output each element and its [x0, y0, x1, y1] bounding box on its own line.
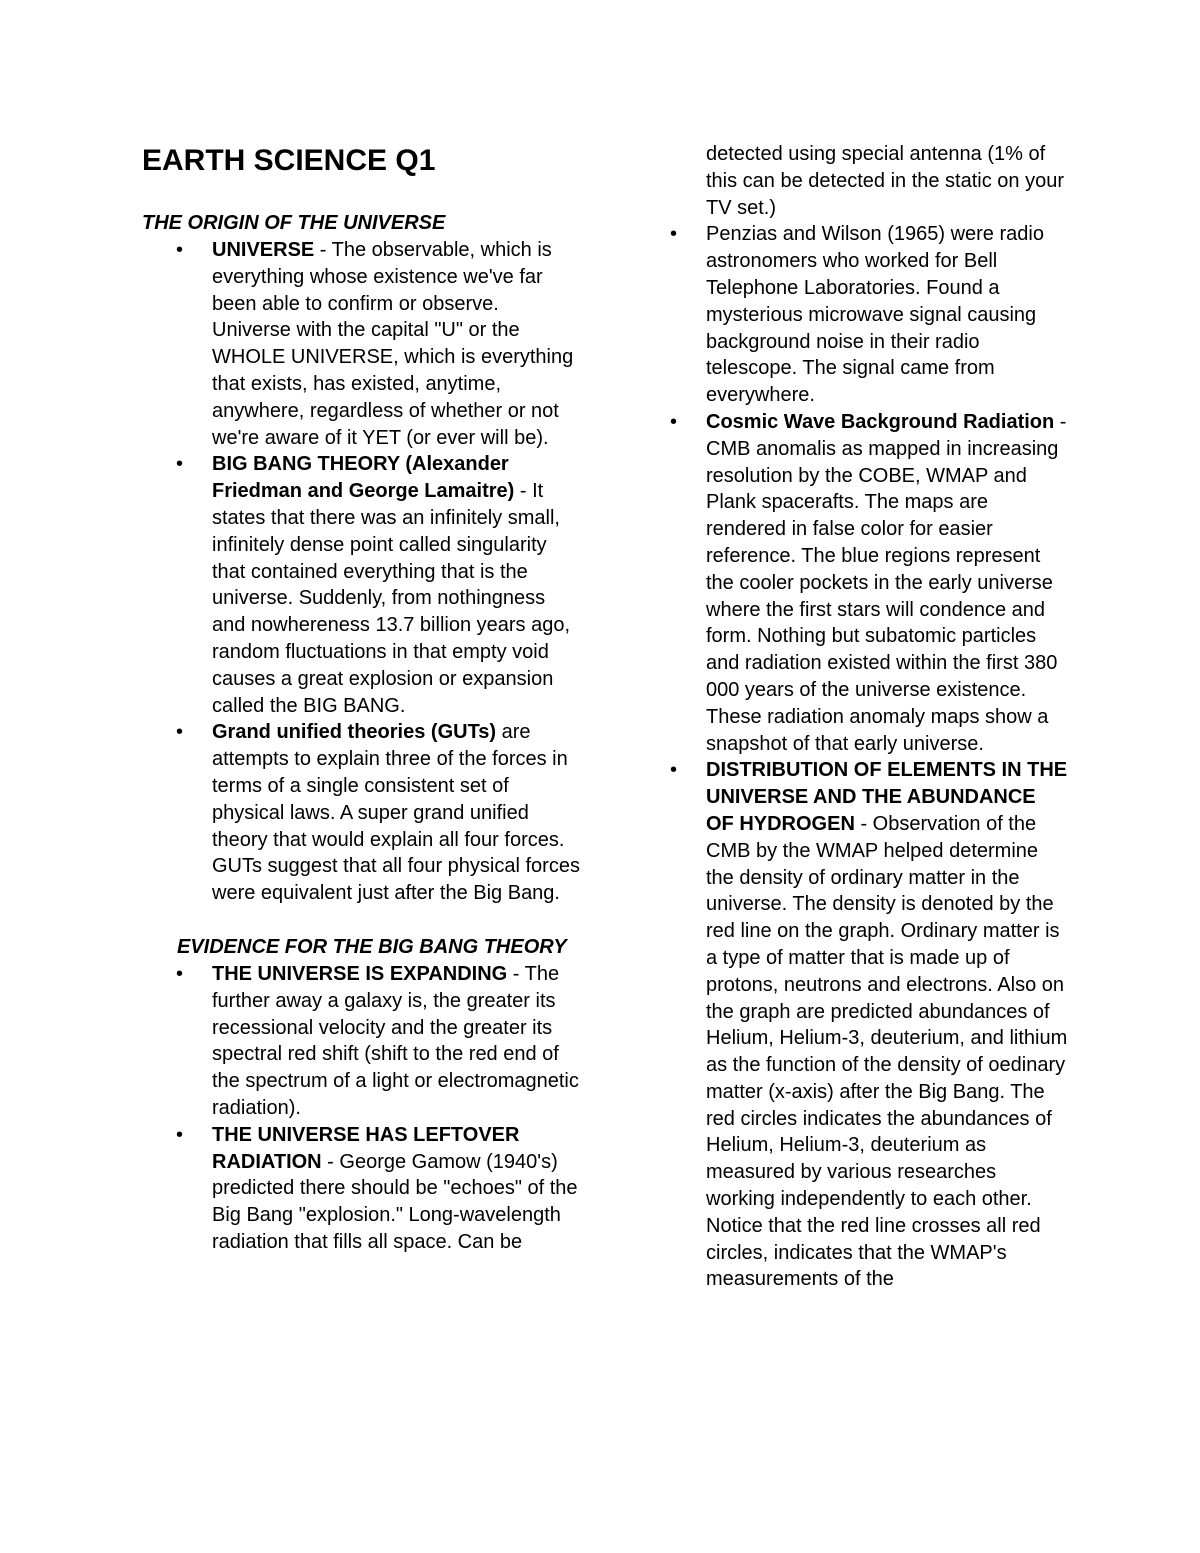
list-item — [668, 757, 1068, 1293]
item-text: Penzias and Wilson (1965) were radio astronomers who worked for Bell Telephone Laboratories. Found a mysterious microwave signal causing background noise in their radio telescope. The signal came from everywhere. — [706, 223, 1044, 407]
list-item — [142, 451, 582, 719]
item-term: THE UNIVERSE HAS LEFTOVER RADIATION — [212, 1123, 520, 1173]
bullet-icon: • — [670, 223, 678, 246]
section-heading-origin: THE ORIGIN OF THE UNIVERSE — [142, 212, 446, 234]
continuation-text: detected using special antenna (1% of this can be detected in the static on your TV set.) — [706, 143, 1064, 219]
list-item — [142, 1122, 582, 1256]
item-text: - It states that there was an infinitely small, infinitely dense point called singularity that contained everything that is the universe. Suddenly, from nothingness and nowhereness 13.7 billion years ago, random fluctuations in that empty void causes a great explosion or expansion called the BIG BANG. — [212, 480, 571, 717]
left-column — [142, 210, 582, 1256]
item-text: are attempts to explain three of the forces in terms of a single consistent set of physical laws. A super grand unified theory that would explain all four forces. GUTs suggest that all four physical forces were equivalent just after the Big Bang. — [212, 721, 580, 905]
right-column — [668, 141, 1068, 1293]
bullet-icon: • — [176, 962, 184, 985]
item-text: - George Gamow (1940's) predicted there should be "echoes" of the Big Bang "explosion." Long-wavelength radiation that fills all space. Can be — [212, 1150, 578, 1253]
bullet-icon: • — [670, 759, 678, 782]
bullet-icon: • — [176, 721, 184, 744]
list-item — [668, 409, 1068, 757]
item-term: THE UNIVERSE IS EXPANDING — [212, 962, 508, 985]
item-term: Cosmic Wave Background Radiation — [706, 410, 1055, 433]
evidence-list — [142, 961, 582, 1256]
item-text: - The observable, which is everything whose existence we've far been able to confirm or observe. Universe with the capital "U" or the WHOLE UNIVERSE, which is everything that exists, has existed, anytime, anywhere, regardless of whether or not we're aware of it YET (or ever will be). — [212, 239, 574, 449]
item-text: - Observation of the CMB by the WMAP helped determine the density of ordinary matter in the universe. The density is denoted by the red line on the graph. Ordinary matter is a type of matter that is made up of protons, neutrons and electrons. Also on the graph are predicted abundances of Helium, Helium-3, deuterium, and lithium as the function of the density of oedinary matter (x-axis) after the Big Bang. The red circles indicates the abundances of Helium, Helium-3, deuterium as measured by various researches working independently to each other. Notice that the red line crosses all red circles, indicates that the WMAP's measurements of the — [706, 812, 1068, 1291]
bullet-icon: • — [176, 1123, 184, 1146]
evidence-list-continued — [668, 221, 1068, 1293]
list-item — [142, 237, 582, 451]
item-term: Grand unified theories (GUTs) — [212, 721, 497, 744]
origin-list — [142, 237, 582, 907]
list-item — [142, 961, 582, 1122]
bullet-icon: • — [176, 453, 184, 476]
item-term: BIG BANG THEORY (Alexander Friedman and George Lamaitre) — [212, 453, 515, 503]
item-term: UNIVERSE — [212, 239, 315, 261]
bullet-icon: • — [176, 239, 184, 261]
section-heading-evidence: EVIDENCE FOR THE BIG BANG THEORY — [177, 935, 567, 958]
list-item — [668, 221, 1068, 409]
item-text: - CMB anomalis as mapped in increasing resolution by the COBE, WMAP and Plank spacerafts. The maps are rendered in false color for easier reference. The blue regions represent the cooler pockets in the early universe where the first stars will condence and form. Nothing but subatomic particles and radiation existed within the first 380 000 years of the universe existence. These radiation anomaly maps show a snapshot of that early universe. — [706, 410, 1067, 755]
item-term: DISTRIBUTION OF ELEMENTS IN THE UNIVERSE AND THE ABUNDANCE OF HYDROGEN — [706, 759, 1068, 835]
bullet-icon: • — [670, 410, 678, 433]
page-title: EARTH SCIENCE Q1 — [142, 144, 436, 177]
list-item — [142, 719, 582, 907]
item-text: - The further away a galaxy is, the greater its recessional velocity and the greater its spectral red shift (shift to the red end of the spectrum of a light or electromagnetic radiation). — [212, 962, 579, 1119]
